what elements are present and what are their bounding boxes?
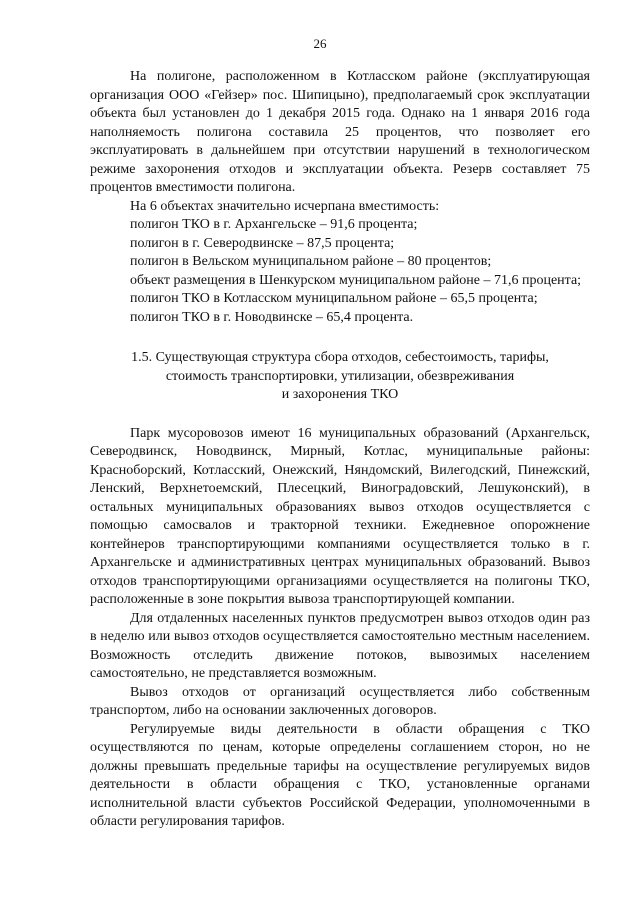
list-item: полигон ТКО в Котласском муниципальном районе – 65,5 процента; (130, 291, 538, 306)
list-item: объект размещения в Шенкурском муниципальном районе – 71,6 процента; (130, 272, 582, 288)
list-item: полигон в г. Северодвинске – 87,5 процента; (130, 235, 395, 251)
paragraph-kotlas-landfill: На полигоне, расположенном в Котласском районе (эксплуатирующая организация ООО «Гейзер» пос. Шипицыно), предполагаемый срок эксплуатации объекта был установлен до 1 декабря 2015 года. Однако на 1 января 2016 года наполняемость полигона составила 25 процентов, что позволяет его эксплуатировать в дальнейшем при отсутствии нарушений в технологическом режиме захоронения отходов и эксплуатации объекта. Резерв составляет 75 процентов вместимости полигона. (90, 69, 590, 195)
capacity-list (90, 216, 590, 327)
document-body (90, 68, 590, 832)
capacity-list-intro: На 6 объектах значительно исчерпана вместимость: (130, 198, 440, 214)
page-number: 26 (313, 36, 327, 51)
paragraph-garbage-truck-fleet: Парк мусоровозов имеют 16 муниципальных образований (Архангельск, Северодвинск, Новодвинск, Мирный, Котлас, муниципальные районы: Красноборский, Котласский, Онежский, Няндомский, Вилегодский, Пинежский, Ленский, Верхнетоемский, Плесецкий, Виноградовский, Лешуконский), в остальных муниципальных образованиях вывоз отходов осуществляется с помощью самосвалов и тракторной техники. Ежедневное опорожнение контейнеров транспортирующими компаниями осуществляется только в г. Архангельске и административных центрах муниципальных образований. Вывоз отходов транспортирующими организациями осуществляется на полигоны ТКО, расположенные в зоне покрытия вывоза транспортирующей компании. (90, 425, 590, 607)
section-heading-line: стоимость транспортировки, утилизации, обезвреживания (165, 368, 515, 384)
paragraph-organizations: Вывоз отходов от организаций осуществляется либо собственным транспортом, либо на основании заключенных договоров. (90, 684, 590, 718)
section-heading (90, 349, 590, 405)
section-heading-line: 1.5. Существующая структура сбора отходов, себестоимость, тарифы, (131, 350, 549, 365)
paragraph-remote-settlements: Для отдаленных населенных пунктов предусмотрен вывоз отходов один раз в неделю или вывоз отходов осуществляется самостоятельно местным населением. Возможность отследить движение потоков, вывозимых населением самостоятельно, не представляется возможным. (90, 610, 590, 681)
section-heading-line: и захоронения ТКО (281, 387, 399, 402)
list-item: полигон в Вельском муниципальном районе – 80 процентов; (130, 254, 492, 269)
list-item: полигон ТКО в г. Архангельске – 91,6 процента; (130, 217, 418, 232)
list-item: полигон ТКО в г. Новодвинске – 65,4 процента. (130, 309, 414, 325)
paragraph-regulated-activities: Регулируемые виды деятельности в области обращения с ТКО осуществляются по ценам, которые определены соглашением сторон, но не должны превышать предельные тарифы на осуществление регулируемых видов деятельности в области обращения с ТКО, установленные органами исполнительной власти субъектов Российской Федерации, уполномоченными в области регулирования тарифов. (90, 721, 590, 829)
